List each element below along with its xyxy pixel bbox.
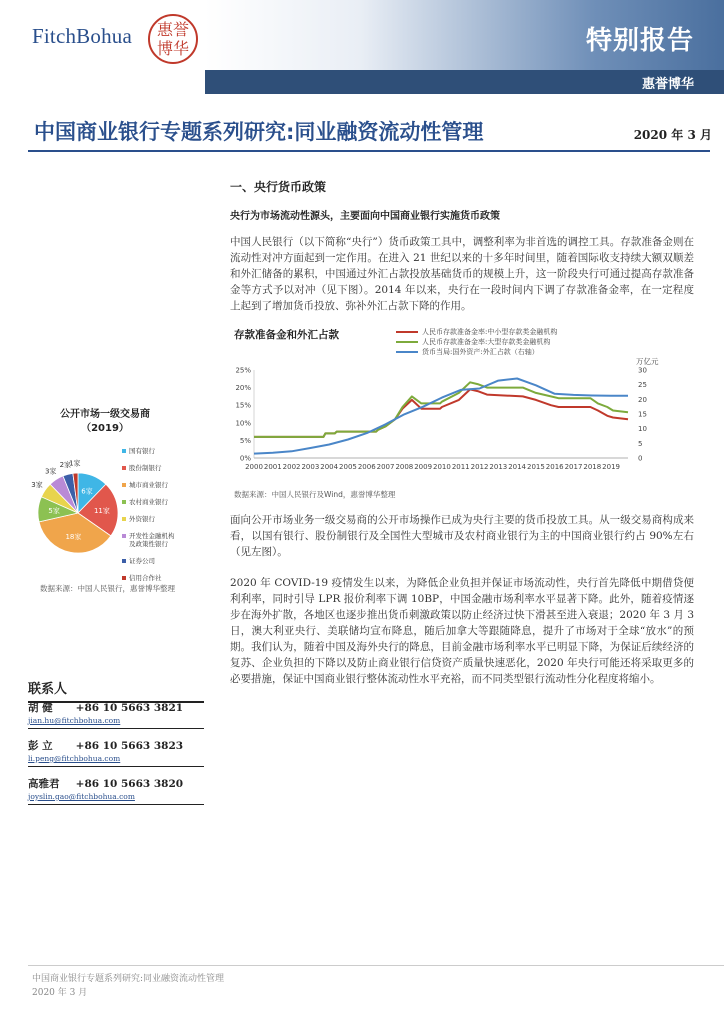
x-tick-label: 2006 [357, 463, 376, 471]
y-right-tick-label: 0 [638, 454, 643, 463]
y-left-tick-label: 0% [239, 454, 251, 463]
pie-data-label: 18家 [65, 533, 82, 542]
pie-legend-label: 信用合作社 [129, 574, 162, 582]
x-tick-label: 2004 [320, 463, 339, 471]
line-chart-source: 数据来源：中国人民银行及Wind，惠誉博华整理 [234, 490, 396, 499]
contact-email-link[interactable]: jian.hu@fitchbohua.com [28, 716, 121, 725]
legend-item [396, 327, 557, 337]
page-title: 中国商业银行专题系列研究:同业融资流动性管理 [34, 120, 484, 144]
legend-swatch [396, 331, 418, 333]
x-tick-label: 2005 [339, 463, 357, 471]
contact-line [28, 738, 204, 753]
x-tick-label: 2010 [433, 463, 451, 471]
legend-label: 货币当局:国外资产:外汇占款（右轴） [422, 348, 539, 356]
pie-data-label: 1家 [69, 459, 81, 468]
contact-phone[interactable]: +86 10 5663 3820 [75, 778, 184, 790]
y-right-tick-label: 20 [638, 395, 647, 404]
y-left-tick-label: 25% [235, 366, 251, 375]
pie-chart-source: 数据来源：中国人民银行，惠誉博华整理 [40, 584, 175, 593]
fitchbohua-logo[interactable]: FitchBohua [32, 24, 132, 48]
paragraph-3: 2020 年 COVID-19 疫情发生以来，为降低企业负担并保证市场流动性，央行首先降低中期借贷便利利率，同时引导 LPR 报价利率下调 10BP，中国金融市场利率水平显著下降。此外，随着疫情逐步在海外扩散，各地区也逐步推出货币刺激政策以防止经济过快下滑甚至进入衰退；2020 年 3 月 3 日，澳大利亚央行、美联储均宣布降息，随后加拿大等跟随降息，提升了市场对于全球“放水”的预期。我们认为，随着中国及海外央行的降息，目前金融市场利率水平已明显下降，为保证后续经济的复苏、企业负担的下降以及防止商业银行信贷资产质量快速恶化，2020 年央行可能还将采取更多的必要措施，保证中国商业银行整体流动性水平充裕，而不同类型银行流动性分化程度将缩小。 [230, 577, 694, 685]
x-tick-label: 2015 [526, 463, 545, 471]
brand-name: 惠誉博华 [641, 77, 694, 92]
y-left-tick-label: 5% [239, 436, 251, 445]
pie-data-label: 3家 [44, 467, 57, 476]
pie-data-label: 2家 [59, 461, 72, 470]
x-tick-label: 2007 [376, 463, 395, 471]
pie-chart-title [30, 408, 180, 436]
contact-phone[interactable]: +86 10 5663 3823 [75, 740, 184, 752]
series-line [254, 379, 628, 454]
legend-swatch [396, 351, 418, 353]
line-chart-title: 存款准备金和外汇占款 [234, 329, 339, 341]
pie-legend-label: 农村商业银行 [129, 498, 168, 506]
x-tick-label: 2016 [545, 463, 564, 471]
pie-legend-swatch [122, 466, 126, 470]
pie-legend-label: 开发性金融机构 [129, 532, 175, 540]
x-tick-label: 2000 [245, 463, 263, 471]
series-line [254, 389, 628, 437]
legend-item [396, 347, 557, 357]
y-right-tick-label: 30 [638, 366, 647, 375]
pie-chart [30, 445, 210, 582]
y-right-tick-label: 10 [638, 425, 647, 434]
chart-unit: 万亿元 [636, 357, 659, 366]
footer [32, 972, 224, 1000]
contact-card [28, 738, 204, 767]
pie-data-label: 6家 [81, 487, 93, 496]
pie-legend-label: 城市商业银行 [129, 481, 168, 489]
pie-legend-swatch [122, 534, 126, 538]
x-tick-label: 2002 [282, 463, 301, 471]
pie-legend-swatch [122, 449, 126, 453]
report-date: 2020 年 3 月 [633, 128, 712, 142]
pie-legend-label: 股份制银行 [129, 464, 162, 472]
x-tick-label: 2003 [301, 463, 320, 471]
paragraph-1: 中国人民银行（以下简称“央行”）货币政策工具中，调整利率为非首选的调控工具。存款准备金则在流动性对冲方面起到一定作用。在进入 21 世纪以来的十多年时间里，随着国际收支持续大额双顺差和外汇储备的累积，中国通过外汇占款投放基础货币的规模上升，这一阶段央行可通过提高存款准备金等方式予以对冲（见下图）。2014 年以来，央行在一段时间内下调了存款准备金率，在一定程度上起到了增加货币投放、弥补外汇占款下降的作用。 [230, 236, 694, 312]
contact-phone[interactable]: +86 10 5663 3821 [75, 702, 184, 714]
x-tick-label: 2001 [263, 463, 282, 471]
seal-logo: 惠誉 博华 [148, 14, 198, 64]
contacts-heading: 联系人 [28, 678, 204, 703]
series-line [254, 382, 628, 437]
legend-swatch [396, 341, 418, 343]
y-left-tick-label: 20% [235, 384, 251, 393]
footer-title: 中国商业银行专题系列研究:同业融资流动性管理 [32, 974, 225, 984]
pie-legend-swatch [122, 576, 126, 580]
y-left-tick-label: 15% [235, 401, 251, 410]
line-chart-legend [396, 327, 557, 357]
report-type: 特别报告 [585, 26, 694, 56]
sub-heading: 央行为市场流动性源头，主要面向中国商业银行实施货币政策 [230, 211, 500, 222]
pie-legend-swatch [122, 559, 126, 563]
footer-date: 2020 年 3 月 [32, 988, 88, 998]
x-tick-label: 2011 [451, 463, 470, 471]
pie-legend-swatch [122, 483, 126, 487]
contact-card [28, 776, 204, 805]
pie-data-label: 5家 [48, 507, 60, 516]
paragraph-2: 面向公开市场业务一级交易商的公开市场操作已成为央行主要的货币投放工具。从一级交易商构成来看，以国有银行、股份制银行及全国性大型城市及农村商业银行为主的中国商业银行约占 90%左右（见左图）。 [230, 514, 694, 558]
contact-name: 胡 健 [28, 702, 53, 714]
x-tick-label: 2014 [508, 463, 527, 471]
x-tick-label: 2009 [414, 463, 433, 471]
pie-subtitle-text: （2019） [81, 423, 129, 434]
pie-legend-label: 证券公司 [129, 557, 155, 565]
y-right-tick-label: 15 [638, 410, 647, 419]
pie-title-text: 公开市场一级交易商 [60, 409, 150, 420]
footer-divider [28, 965, 724, 966]
y-left-tick-label: 10% [235, 419, 251, 428]
x-tick-label: 2013 [489, 463, 508, 471]
legend-item [396, 337, 557, 347]
legend-label: 人民币存款准备金率:中小型存款类金融机构 [422, 328, 558, 336]
pie-legend-swatch [122, 517, 126, 521]
x-tick-label: 2012 [470, 463, 489, 471]
contact-line [28, 700, 204, 715]
title-divider [28, 150, 710, 152]
pie-legend-label: 外资银行 [129, 515, 155, 523]
section-heading: 一、央行货币政策 [230, 180, 327, 194]
pie-legend-swatch [122, 500, 126, 504]
contact-email-link[interactable]: li.peng@fitchbohua.com [28, 754, 121, 763]
x-tick-label: 2019 [602, 463, 620, 471]
pie-data-label: 11家 [93, 507, 110, 516]
pie-legend-label: 及政策性银行 [129, 540, 168, 548]
contact-card [28, 700, 204, 729]
legend-label: 人民币存款准备金率:大型存款类金融机构 [422, 338, 551, 346]
pie-legend-label: 国有银行 [129, 447, 155, 455]
x-tick-label: 2018 [583, 463, 602, 471]
x-tick-label: 2017 [564, 463, 583, 471]
contact-name: 高雅君 [28, 778, 60, 790]
contact-email-link[interactable]: joyslin.gao@fitchbohua.com [28, 792, 135, 801]
x-tick-label: 2008 [395, 463, 414, 471]
pie-data-label: 3家 [31, 480, 43, 489]
contact-name: 彭 立 [28, 740, 53, 752]
contact-line [28, 776, 204, 791]
header [0, 0, 724, 92]
line-chart [230, 362, 670, 482]
y-right-tick-label: 25 [638, 381, 647, 390]
y-right-tick-label: 5 [638, 439, 643, 448]
